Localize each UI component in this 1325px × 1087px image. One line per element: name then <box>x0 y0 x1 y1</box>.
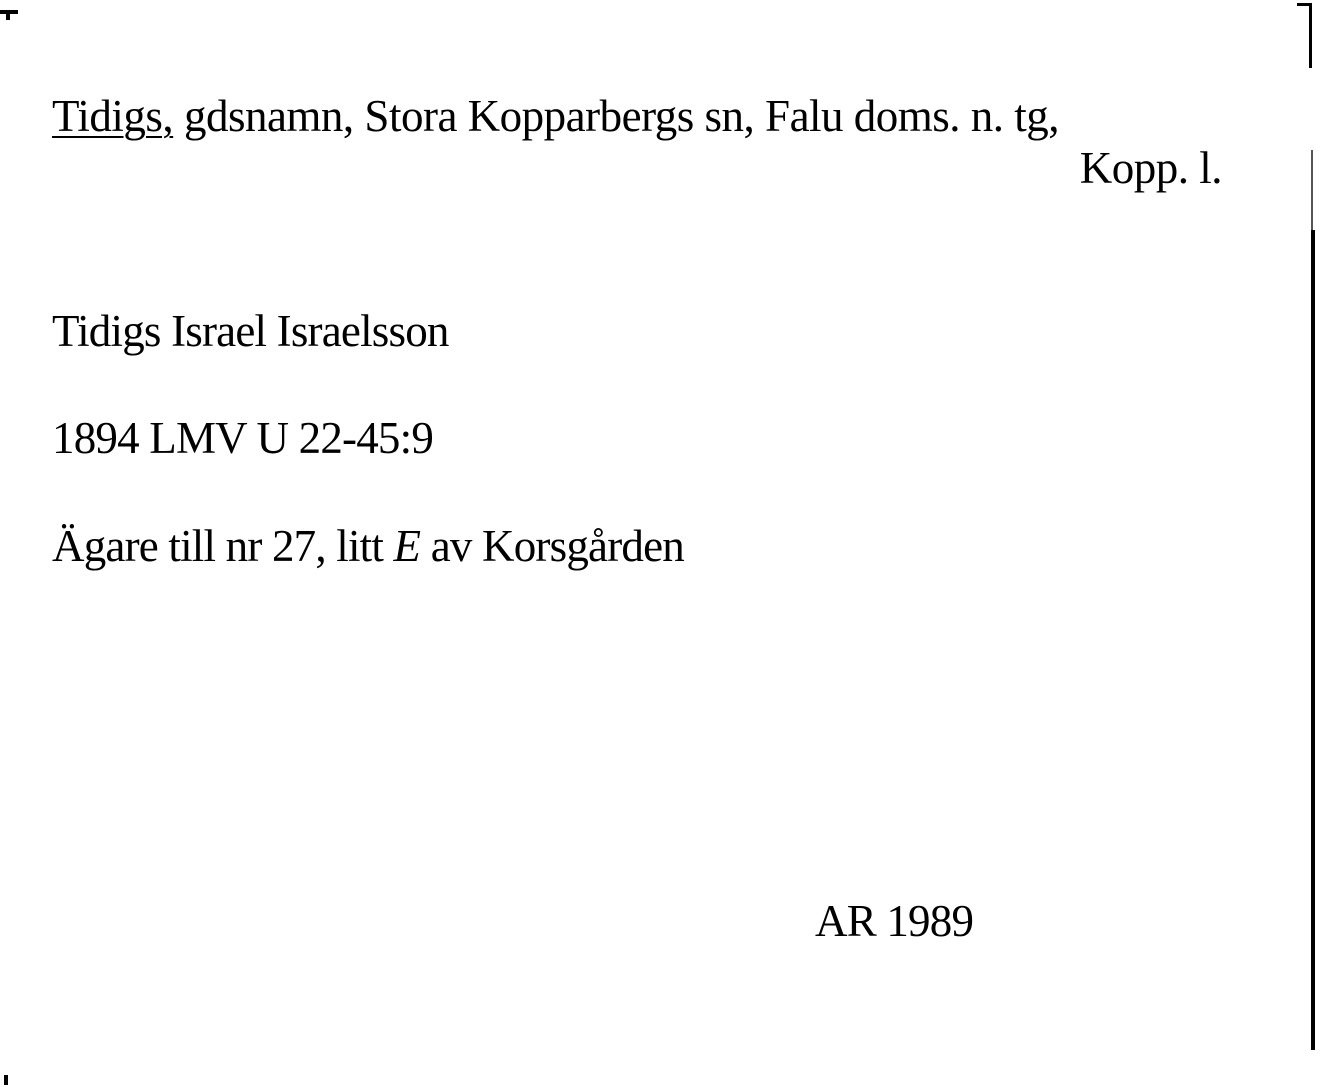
ownership-prefix: Ägare till nr 27, litt <box>52 521 394 571</box>
scan-corner-mark <box>4 1075 8 1085</box>
scan-corner-mark <box>0 10 18 14</box>
place-name: Tidigs, <box>52 91 174 141</box>
ownership-note <box>52 520 684 572</box>
scan-edge-line <box>1311 150 1313 230</box>
card-heading <box>52 90 1059 142</box>
signature: AR 1989 <box>815 896 974 946</box>
person-name: Tidigs Israel Israelsson <box>52 306 449 356</box>
heading-description: gdsnamn, Stora Kopparbergs sn, Falu doms. n. tg, <box>173 91 1060 141</box>
scan-edge-line <box>1309 3 1312 68</box>
heading-continuation: Kopp. l. <box>1079 143 1222 193</box>
source-reference: 1894 LMV U 22-45:9 <box>52 413 434 463</box>
ownership-suffix: av Korsgården <box>420 521 684 571</box>
scan-edge-line <box>1311 230 1315 1050</box>
ownership-letter: E <box>393 521 421 571</box>
